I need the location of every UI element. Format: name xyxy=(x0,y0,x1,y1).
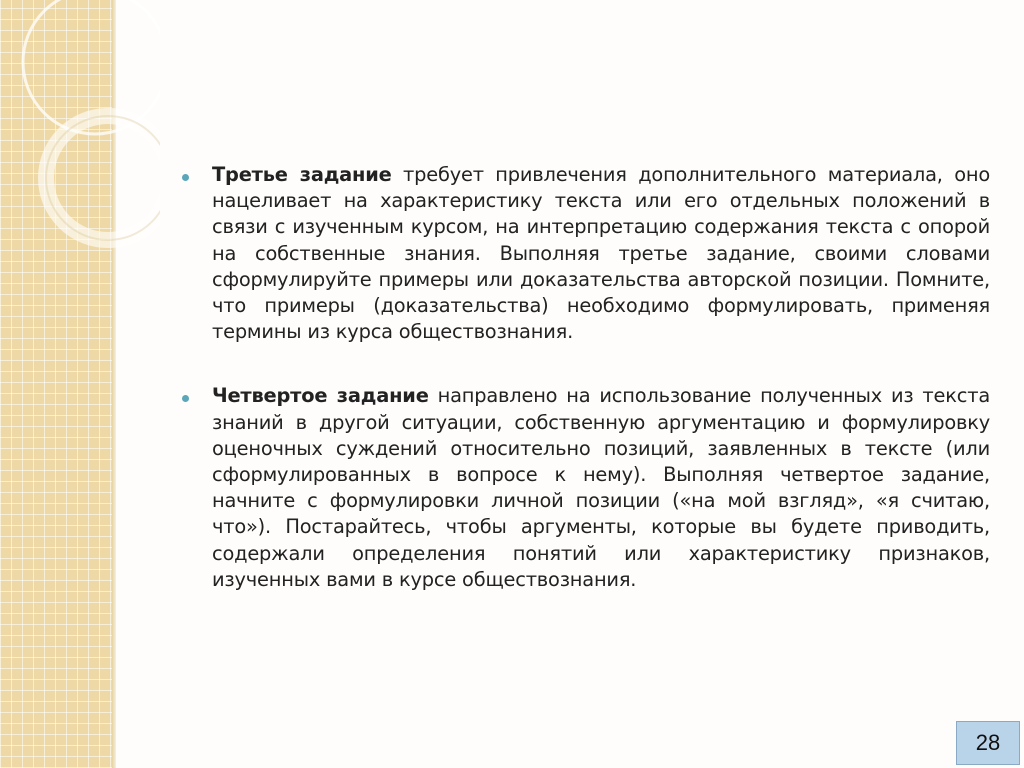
slide-content xyxy=(180,162,990,631)
decorative-rings-icon xyxy=(0,0,160,260)
bullet-dot-icon xyxy=(182,174,189,181)
slide-number-badge: 28 xyxy=(956,721,1020,765)
bullet-item-third-task xyxy=(180,162,990,345)
bullet-text xyxy=(212,383,990,593)
bullet-bold-lead: Четвертое задание xyxy=(212,384,429,408)
bullet-dot-icon xyxy=(182,395,189,402)
bullet-body: требует привлечения дополнительного материала, оно нацеливает на характеристику текста или его отдельных положений в связи с изученным курсом, на интерпретацию содержания текста с опорой на собственные знания. Выполняя третье задание, своими словами сформулируйте примеры или доказательства авторской позиции. Помните, что примеры (доказательства) необходимо формулировать, применяя термины из курса обществознания. xyxy=(212,163,991,344)
bullet-bold-lead: Третье задание xyxy=(212,163,392,186)
bullet-item-fourth-task xyxy=(180,383,990,593)
bullet-text xyxy=(212,162,990,345)
bullet-body: направлено на использование полученных из текста знаний в другой ситуации, собственную аргументацию и формулировку оценочных суждений относительно позиций, заявленных в тексте (или сформулированных в вопросе к нему). Выполняя четвертое задание, начните с формулировки личной позиции («на мой взгляд», «я считаю, что»). Постарайтесь, чтобы аргументы, которые вы будете приводить, содержали определения понятий или характеристику признаков, изученных вами в курсе обществознания. xyxy=(212,384,991,591)
